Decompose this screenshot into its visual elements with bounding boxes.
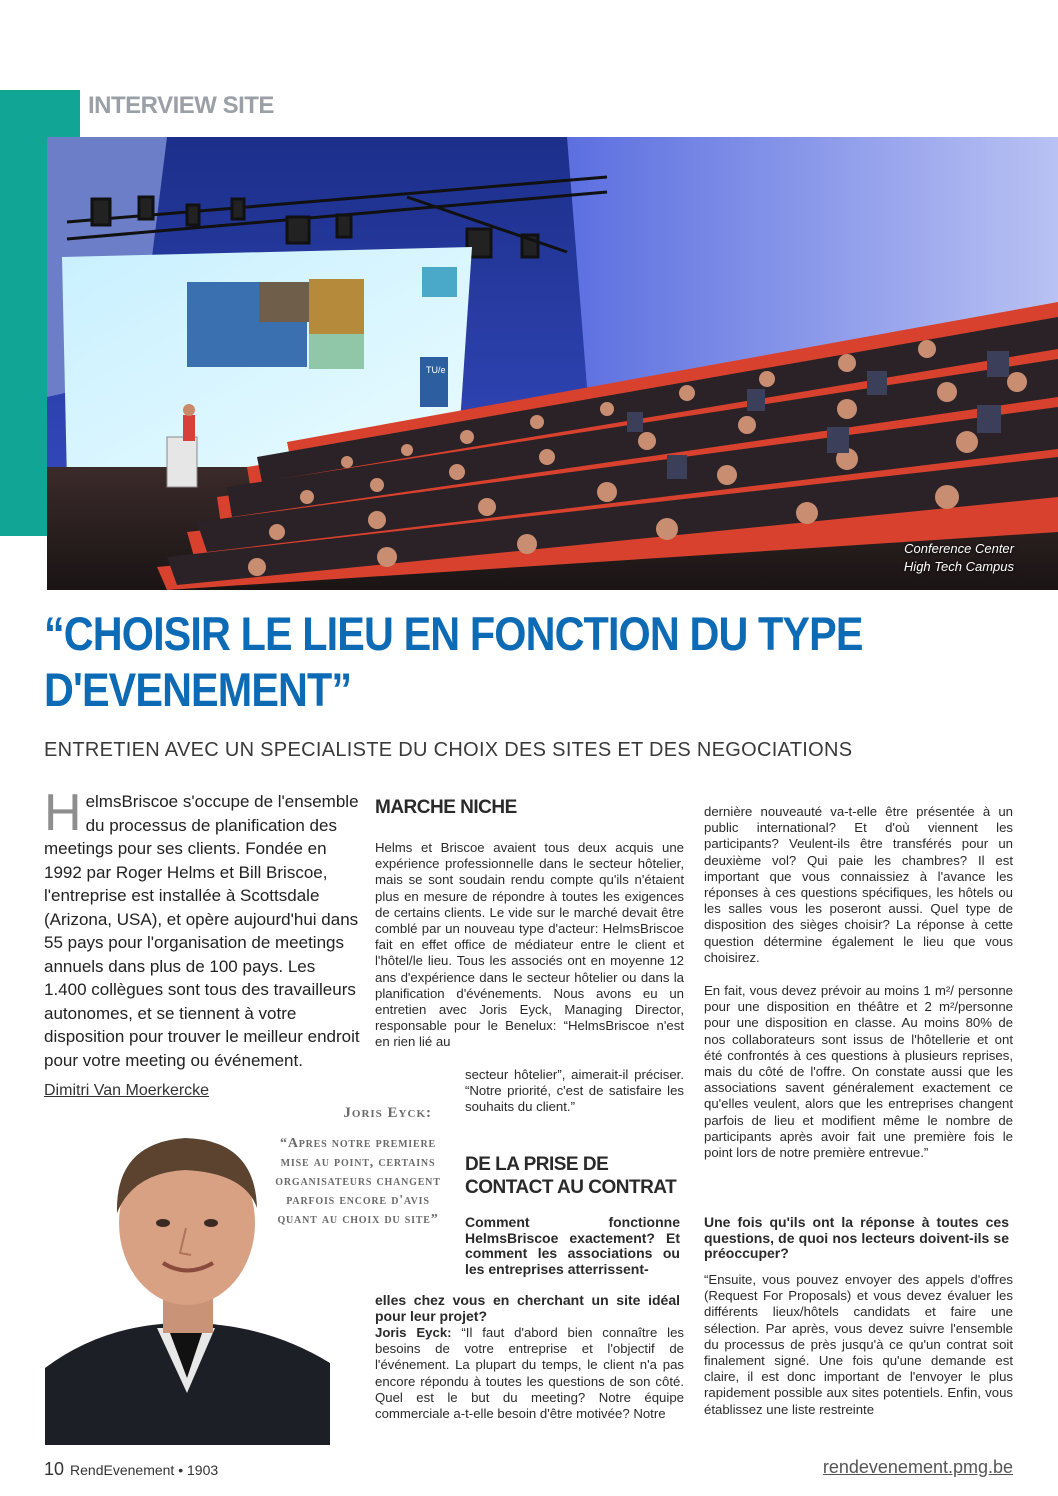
heading-marche-niche: MARCHE NICHE bbox=[375, 797, 517, 818]
page-number: 10 bbox=[44, 1459, 65, 1479]
column-3-paragraph-3: “Ensuite, vous pouvez envoyer des appels d'offres (Request For Proposals) et vous devez évaluer les différents lieux/hôtels candidats et faire une sélection. Par après, vous devez suivre l'ensemble du processus de près jusqu'à ce qu'un contrat soit finalement signé. Une fois qu'une demande est claire, il est donc important de l'envoyer le plus rapidement possible aux sites potentiels. Enfin, vous établissez une liste restreinte bbox=[704, 1272, 1013, 1417]
heading-prise-de-contact: DE LA PRISE DE CONTACT AU CONTRAT bbox=[465, 1154, 677, 1198]
article-headline: “CHOISIR LE LIEU EN FONCTION DU TYPE D'EVENEMENT” bbox=[44, 607, 863, 716]
pull-quote bbox=[262, 1105, 446, 1229]
column-3-paragraph-1: dernière nouveauté va-t-elle être présentée à un public international? Et d'où viennent les participants? Veulent-ils être transférés pour un deuxième vol? Qui paie les chambres? Il est important que vous connaissiez à l'avance les réponses à ces questions spécifiques, les hôtels ou les salles vous les poseront aussi. Quel type de disposition des sièges choisir? La réponse à cette question détermine également le lieu que vous choisirez. bbox=[704, 804, 1013, 965]
author-byline: Dimitri Van Moerkercke bbox=[44, 1082, 210, 1099]
screen-label: TU/e bbox=[426, 365, 446, 375]
hero-photo bbox=[47, 137, 1058, 590]
footer-left bbox=[44, 1459, 218, 1480]
auditorium-illustration bbox=[47, 137, 1058, 590]
pull-quote-text: “Apres notre premiere mise au point, certains organisateurs changent parfois encore d'avis quant au choix du site” bbox=[275, 1136, 441, 1227]
caption-line-1: Conference Center bbox=[904, 541, 1014, 556]
website-link[interactable]: rendevenement.pmg.be bbox=[822, 1457, 1013, 1477]
column-3-paragraph-2: En fait, vous devez prévoir au moins 1 m²/ personne pour une disposition en théâtre et 2 m²/personne pour une disposition en classe. Au moins 80% de nos collaborateurs sont issus de l'hôtellerie et ont été confrontés à ces questions à plusieurs reprises, mais du côté de l'offre. On constate aussi que les associations savent généralement exactement ce qu'elles veulent, alors que les entreprises changent parfois de lieu et modifient même le nombre de participants après avoir fait une première fois le point lors de notre première entrevue.” bbox=[704, 983, 1013, 1161]
interview-question-part2: elles chez vous en cherchant un site idéal pour leur projet? bbox=[375, 1292, 680, 1324]
column-2-paragraph: Helms et Briscoe avaient tous deux acquis une expérience professionnelle dans le secteur hôtelier, mais se sont soudain rendu compte qu'ils n'étaient plus en mesure de répondre à toutes les exigences de certains clients. Le vide sur le marché devait être comblé par un nouveau type d'acteur: HelmsBriscoe fait en effet office de médiateur entre le client et l'hôtel/le lieu. Tous les associés ont en moyenne 12 ans d'expérience dans le secteur hôtelier ou dans la planification d'événements. Nous avons eu un entretien avec Joris Eyck, Managing Director, responsable pour le Benelux: “HelmsBriscoe n'est en rien lié au bbox=[375, 840, 684, 1050]
section-label: INTERVIEW SITE bbox=[88, 92, 274, 119]
caption-line-2: High Tech Campus bbox=[903, 559, 1014, 574]
interview-answer bbox=[375, 1325, 684, 1422]
drop-cap: H bbox=[44, 784, 82, 842]
magazine-issue: RendEvenement • 1903 bbox=[70, 1462, 219, 1478]
intro-text: elmsBriscoe s'occupe de l'ensemble du processus de planification des meetings pour ses clients. Fondée en 1992 par Roger Helms et Bill Briscoe, l'entreprise est installée à Scottsdale (Arizona, USA), et opère aujourd'hui dans 55 pays pour l'organisation de meetings annuels dans plus de 100 pays. Les 1.400 collègues sont tous des travailleurs autonomes, et se tiennent à votre disposition pour trouver le meilleur endroit pour votre meeting ou événement. bbox=[44, 792, 360, 1070]
photo-caption bbox=[904, 540, 1014, 576]
column-2-paragraph-continued: secteur hôtelier”, aimerait-il préciser. “Notre priorité, c'est de satisfaire les souhaits du client.” bbox=[465, 1067, 684, 1115]
interview-question-part1: Comment fonctionne HelmsBriscoe exactement? Et comment les associations ou les entreprises atterrissent- bbox=[465, 1214, 680, 1277]
article-subheading: ENTRETIEN AVEC UN SPECIALISTE DU CHOIX DES SITES ET DES NEGOCIATIONS bbox=[44, 739, 853, 761]
intro-paragraph bbox=[44, 784, 360, 1072]
answer-text: “Il faut d'abord bien connaître les besoins de votre entreprise et l'objectif de l'événement. La plupart du temps, le client n'a pas encore répondu à toutes les questions de son côté. Quel est le but du meeting? Notre équipe commerciale a-t-elle besoin d'être motivée? Notre bbox=[375, 1325, 684, 1422]
interview-question-2: Une fois qu'ils ont la réponse à toutes ces questions, de quoi nos lecteurs doivent-ils se préoccuper? bbox=[704, 1214, 1009, 1262]
answer-speaker: Joris Eyck: bbox=[375, 1325, 452, 1340]
pull-quote-speaker: Joris Eyck: bbox=[343, 1105, 432, 1121]
